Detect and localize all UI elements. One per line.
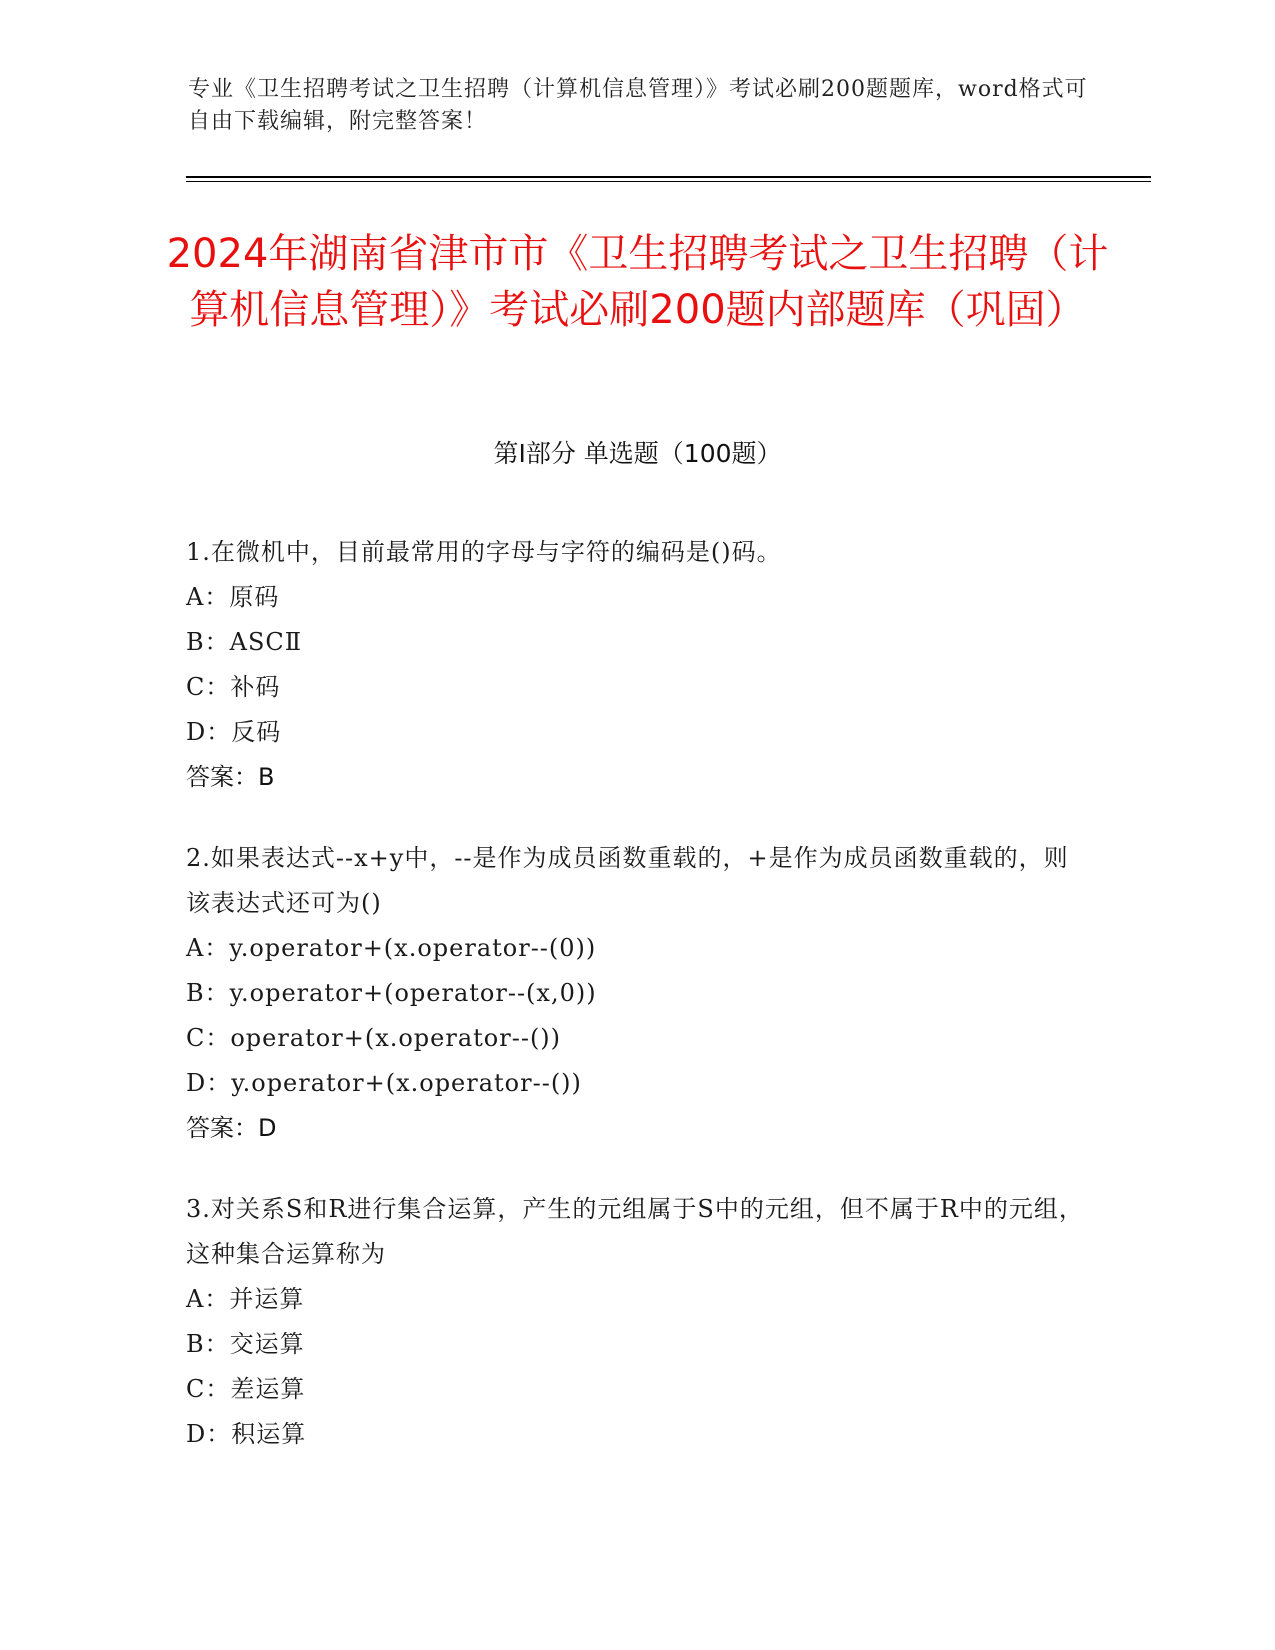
question-3 [186, 1187, 1086, 1457]
option-b: B：交运算 [186, 1330, 305, 1358]
option-a: A：并运算 [186, 1285, 305, 1313]
option-b: B：y.operator+(operator--(x,0)) [186, 979, 597, 1007]
option-d: D：积运算 [186, 1420, 307, 1448]
section-title: 第I部分 单选题（100题） [493, 439, 782, 468]
option-d: D：y.operator+(x.operator--()) [186, 1069, 582, 1097]
answer: 答案：D [186, 1114, 277, 1142]
question-text: 2.如果表达式--x+y中，--是作为成员函数重载的，+是作为成员函数重载的，则该表达式还可为() [186, 844, 1069, 917]
option-d: D：反码 [186, 718, 282, 746]
option-c: C：operator+(x.operator--()) [186, 1024, 562, 1052]
option-a: A：y.operator+(x.operator--(0)) [186, 934, 597, 962]
answer: 答案：B [186, 763, 275, 791]
option-c: C：差运算 [186, 1375, 306, 1403]
question-2 [186, 836, 1086, 1151]
option-c: C：补码 [186, 673, 281, 701]
header-divider-thin [186, 181, 1151, 182]
question-text: 3.对关系S和R进行集合运算，产生的元组属于S中的元组，但不属于R中的元组，这种集合运算称为 [186, 1195, 1084, 1268]
question-list [186, 530, 1086, 1493]
question-1 [186, 530, 1086, 800]
header-note: 专业《卫生招聘考试之卫生招聘（计算机信息管理）》考试必刷200题题库，word格式可自由下载编辑，附完整答案！ [188, 77, 1088, 134]
question-text: 1.在微机中，目前最常用的字母与字符的编码是()码。 [186, 538, 782, 566]
header-divider-thick [186, 176, 1151, 178]
option-a: A：原码 [186, 583, 280, 611]
option-b: B：ASCⅡ [186, 628, 303, 656]
document-title: 2024年湖南省津市市《卫生招聘考试之卫生招聘（计算机信息管理）》考试必刷200题内部题库（巩固） [166, 231, 1109, 333]
